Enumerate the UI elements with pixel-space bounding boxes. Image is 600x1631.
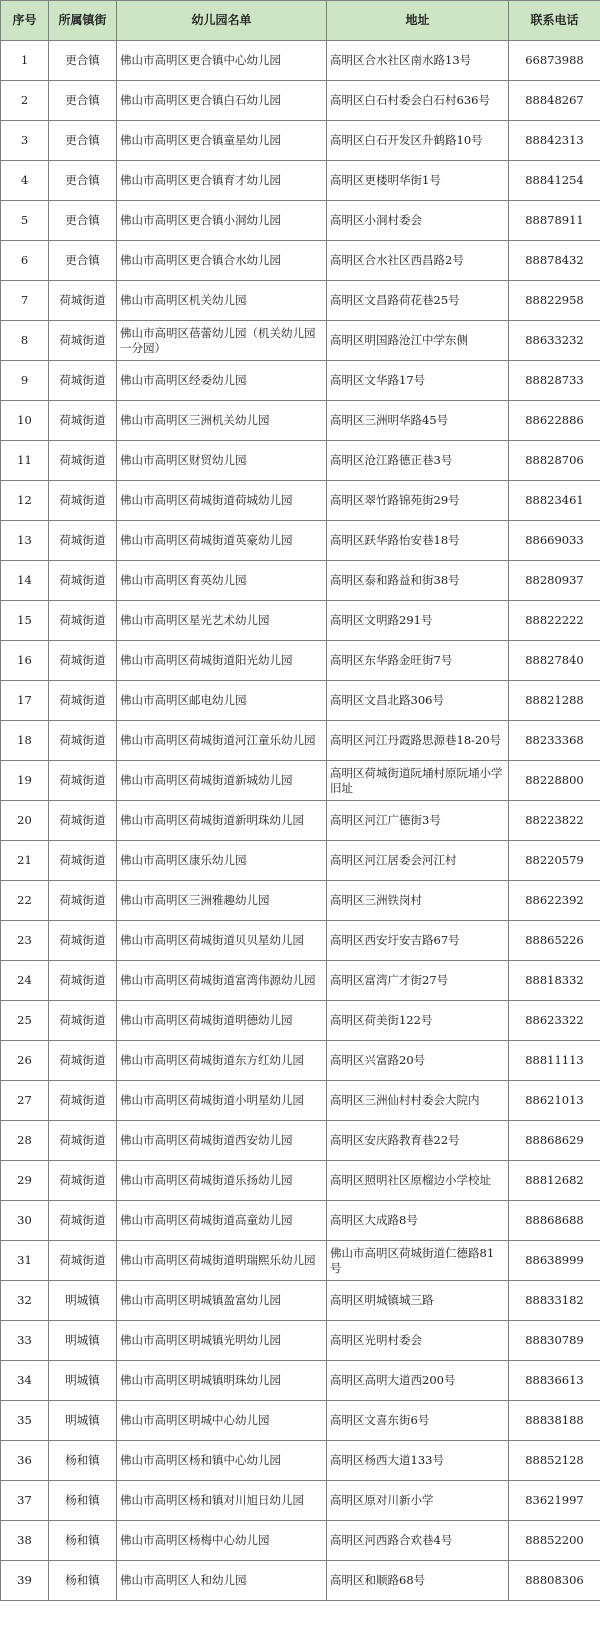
- address-cell: 佛山市高明区荷城街道仁德路81号: [327, 1241, 509, 1281]
- address-cell: 高明区泰和路益和街38号: [327, 561, 509, 601]
- kindergarten-name-cell: 佛山市高明区荷城街道明德幼儿园: [117, 1001, 327, 1041]
- address-cell: 高明区小洞村委会: [327, 201, 509, 241]
- town-cell: 荷城街道: [49, 1161, 117, 1201]
- row-index: 33: [1, 1321, 49, 1361]
- phone-cell: 88621013: [509, 1081, 600, 1121]
- phone-cell: 88836613: [509, 1361, 600, 1401]
- address-cell: 高明区明国路沧江中学东侧: [327, 321, 509, 361]
- town-cell: 更合镇: [49, 201, 117, 241]
- phone-cell: 88842313: [509, 121, 600, 161]
- town-cell: 荷城街道: [49, 881, 117, 921]
- town-cell: 更合镇: [49, 161, 117, 201]
- town-cell: 荷城街道: [49, 761, 117, 801]
- address-cell: 高明区文明路291号: [327, 601, 509, 641]
- address-cell: 高明区河江丹霞路思源巷18-20号: [327, 721, 509, 761]
- phone-cell: 88821288: [509, 681, 600, 721]
- row-index: 9: [1, 361, 49, 401]
- row-index: 21: [1, 841, 49, 881]
- address-cell: 高明区大成路8号: [327, 1201, 509, 1241]
- kindergarten-name-cell: 佛山市高明区明城镇明珠幼儿园: [117, 1361, 327, 1401]
- table-row: [1, 561, 600, 601]
- row-index: 14: [1, 561, 49, 601]
- address-cell: 高明区沧江路德正巷3号: [327, 441, 509, 481]
- kindergarten-name-cell: 佛山市高明区三洲机关幼儿园: [117, 401, 327, 441]
- address-cell: 高明区光明村委会: [327, 1321, 509, 1361]
- header-kindergarten-name: 幼儿园名单: [117, 1, 327, 41]
- town-cell: 杨和镇: [49, 1441, 117, 1481]
- address-cell: 高明区明城镇城三路: [327, 1281, 509, 1321]
- phone-cell: 88808306: [509, 1561, 600, 1601]
- phone-cell: 88868688: [509, 1201, 600, 1241]
- table-row: [1, 881, 600, 921]
- kindergarten-name-cell: 佛山市高明区荷城街道阳光幼儿园: [117, 641, 327, 681]
- kindergarten-name-cell: 佛山市高明区三洲雅趣幼儿园: [117, 881, 327, 921]
- row-index: 32: [1, 1281, 49, 1321]
- town-cell: 更合镇: [49, 241, 117, 281]
- row-index: 2: [1, 81, 49, 121]
- kindergarten-name-cell: 佛山市高明区康乐幼儿园: [117, 841, 327, 881]
- phone-cell: 66873988: [509, 41, 600, 81]
- table-row: [1, 1281, 600, 1321]
- table-row: [1, 921, 600, 961]
- row-index: 25: [1, 1001, 49, 1041]
- town-cell: 荷城街道: [49, 801, 117, 841]
- row-index: 19: [1, 761, 49, 801]
- town-cell: 更合镇: [49, 81, 117, 121]
- town-cell: 杨和镇: [49, 1521, 117, 1561]
- row-index: 4: [1, 161, 49, 201]
- address-cell: 高明区白石村委会白石村636号: [327, 81, 509, 121]
- town-cell: 荷城街道: [49, 1121, 117, 1161]
- phone-cell: 88623322: [509, 1001, 600, 1041]
- address-cell: 高明区东华路金旺街7号: [327, 641, 509, 681]
- table-row: [1, 1521, 600, 1561]
- kindergarten-name-cell: 佛山市高明区更合镇中心幼儿园: [117, 41, 327, 81]
- row-index: 1: [1, 41, 49, 81]
- phone-cell: 88633232: [509, 321, 600, 361]
- kindergarten-name-cell: 佛山市高明区育英幼儿园: [117, 561, 327, 601]
- address-cell: 高明区跃华路怡安巷18号: [327, 521, 509, 561]
- kindergarten-name-cell: 佛山市高明区荷城街道荷城幼儿园: [117, 481, 327, 521]
- row-index: 15: [1, 601, 49, 641]
- row-index: 23: [1, 921, 49, 961]
- town-cell: 荷城街道: [49, 281, 117, 321]
- kindergarten-name-cell: 佛山市高明区更合镇合水幼儿园: [117, 241, 327, 281]
- town-cell: 荷城街道: [49, 521, 117, 561]
- phone-cell: 88848267: [509, 81, 600, 121]
- kindergarten-name-cell: 佛山市高明区荷城街道小明星幼儿园: [117, 1081, 327, 1121]
- table-row: [1, 841, 600, 881]
- town-cell: 荷城街道: [49, 921, 117, 961]
- address-cell: 高明区兴富路20号: [327, 1041, 509, 1081]
- row-index: 29: [1, 1161, 49, 1201]
- address-cell: 高明区和顺路68号: [327, 1561, 509, 1601]
- phone-cell: 88833182: [509, 1281, 600, 1321]
- phone-cell: 88823461: [509, 481, 600, 521]
- kindergarten-name-cell: 佛山市高明区荷城街道新城幼儿园: [117, 761, 327, 801]
- phone-cell: 88827840: [509, 641, 600, 681]
- table-row: [1, 1241, 600, 1281]
- kindergarten-name-cell: 佛山市高明区杨和镇中心幼儿园: [117, 1441, 327, 1481]
- table-row: [1, 721, 600, 761]
- phone-cell: 88830789: [509, 1321, 600, 1361]
- phone-cell: 88811113: [509, 1041, 600, 1081]
- table-row: [1, 1081, 600, 1121]
- row-index: 35: [1, 1401, 49, 1441]
- kindergarten-name-cell: 佛山市高明区荷城街道西安幼儿园: [117, 1121, 327, 1161]
- row-index: 31: [1, 1241, 49, 1281]
- kindergarten-name-cell: 佛山市高明区荷城街道明瑞熙乐幼儿园: [117, 1241, 327, 1281]
- row-index: 27: [1, 1081, 49, 1121]
- kindergarten-name-cell: 佛山市高明区荷城街道英豪幼儿园: [117, 521, 327, 561]
- address-cell: 高明区文华路17号: [327, 361, 509, 401]
- phone-cell: 88828733: [509, 361, 600, 401]
- table-row: [1, 801, 600, 841]
- row-index: 38: [1, 1521, 49, 1561]
- town-cell: 明城镇: [49, 1401, 117, 1441]
- phone-cell: 88828706: [509, 441, 600, 481]
- header-town: 所属镇街: [49, 1, 117, 41]
- address-cell: 高明区白石开发区升鹤路10号: [327, 121, 509, 161]
- address-cell: 高明区荷城街道阮埇村原阮埇小学旧址: [327, 761, 509, 801]
- town-cell: 荷城街道: [49, 441, 117, 481]
- table-row: [1, 1401, 600, 1441]
- town-cell: 荷城街道: [49, 681, 117, 721]
- town-cell: 明城镇: [49, 1281, 117, 1321]
- town-cell: 更合镇: [49, 121, 117, 161]
- row-index: 36: [1, 1441, 49, 1481]
- header-index: 序号: [1, 1, 49, 41]
- kindergarten-name-cell: 佛山市高明区明城镇盈富幼儿园: [117, 1281, 327, 1321]
- row-index: 17: [1, 681, 49, 721]
- table-body: [1, 41, 600, 1601]
- town-cell: 荷城街道: [49, 1041, 117, 1081]
- phone-cell: 88838188: [509, 1401, 600, 1441]
- address-cell: 高明区杨西大道133号: [327, 1441, 509, 1481]
- row-index: 34: [1, 1361, 49, 1401]
- address-cell: 高明区三洲铁岗村: [327, 881, 509, 921]
- row-index: 26: [1, 1041, 49, 1081]
- address-cell: 高明区翠竹路锦苑街29号: [327, 481, 509, 521]
- address-cell: 高明区三洲仙村村委会大院内: [327, 1081, 509, 1121]
- address-cell: 高明区富湾广才街27号: [327, 961, 509, 1001]
- kindergarten-name-cell: 佛山市高明区杨梅中心幼儿园: [117, 1521, 327, 1561]
- kindergarten-name-cell: 佛山市高明区荷城街道贝贝星幼儿园: [117, 921, 327, 961]
- table-row: [1, 1041, 600, 1081]
- phone-cell: 88638999: [509, 1241, 600, 1281]
- kindergarten-name-cell: 佛山市高明区星光艺术幼儿园: [117, 601, 327, 641]
- phone-cell: 88822222: [509, 601, 600, 641]
- kindergarten-name-cell: 佛山市高明区更合镇白石幼儿园: [117, 81, 327, 121]
- phone-cell: 83621997: [509, 1481, 600, 1521]
- address-cell: 高明区河江广德街3号: [327, 801, 509, 841]
- address-cell: 高明区更楼明华街1号: [327, 161, 509, 201]
- town-cell: 杨和镇: [49, 1561, 117, 1601]
- kindergarten-name-cell: 佛山市高明区蓓蕾幼儿园（机关幼儿园一分园）: [117, 321, 327, 361]
- town-cell: 明城镇: [49, 1321, 117, 1361]
- kindergarten-name-cell: 佛山市高明区更合镇育才幼儿园: [117, 161, 327, 201]
- table-row: [1, 1161, 600, 1201]
- row-index: 5: [1, 201, 49, 241]
- table-row: [1, 241, 600, 281]
- table-row: [1, 1201, 600, 1241]
- row-index: 20: [1, 801, 49, 841]
- row-index: 7: [1, 281, 49, 321]
- town-cell: 荷城街道: [49, 961, 117, 1001]
- table-row: [1, 41, 600, 81]
- phone-cell: 88868629: [509, 1121, 600, 1161]
- table-row: [1, 1561, 600, 1601]
- address-cell: 高明区原对川新小学: [327, 1481, 509, 1521]
- kindergarten-name-cell: 佛山市高明区人和幼儿园: [117, 1561, 327, 1601]
- town-cell: 荷城街道: [49, 721, 117, 761]
- phone-cell: 88622886: [509, 401, 600, 441]
- table-row: [1, 161, 600, 201]
- row-index: 8: [1, 321, 49, 361]
- phone-cell: 88822958: [509, 281, 600, 321]
- town-cell: 更合镇: [49, 41, 117, 81]
- phone-cell: 88865226: [509, 921, 600, 961]
- town-cell: 荷城街道: [49, 841, 117, 881]
- header-address: 地址: [327, 1, 509, 41]
- table-row: [1, 521, 600, 561]
- phone-cell: 88878432: [509, 241, 600, 281]
- header-row: [1, 1, 600, 41]
- kindergarten-name-cell: 佛山市高明区荷城街道东方红幼儿园: [117, 1041, 327, 1081]
- phone-cell: 88818332: [509, 961, 600, 1001]
- table-row: [1, 1001, 600, 1041]
- address-cell: 高明区合水社区南水路13号: [327, 41, 509, 81]
- phone-cell: 88852128: [509, 1441, 600, 1481]
- address-cell: 高明区高明大道西200号: [327, 1361, 509, 1401]
- row-index: 22: [1, 881, 49, 921]
- row-index: 39: [1, 1561, 49, 1601]
- kindergarten-name-cell: 佛山市高明区荷城街道河江童乐幼儿园: [117, 721, 327, 761]
- address-cell: 高明区河西路合欢巷4号: [327, 1521, 509, 1561]
- row-index: 30: [1, 1201, 49, 1241]
- row-index: 13: [1, 521, 49, 561]
- table-row: [1, 201, 600, 241]
- phone-cell: 88280937: [509, 561, 600, 601]
- kindergarten-name-cell: 佛山市高明区杨和镇对川旭日幼儿园: [117, 1481, 327, 1521]
- kindergarten-name-cell: 佛山市高明区荷城街道富湾伟源幼儿园: [117, 961, 327, 1001]
- row-index: 3: [1, 121, 49, 161]
- table-row: [1, 1321, 600, 1361]
- town-cell: 明城镇: [49, 1361, 117, 1401]
- row-index: 18: [1, 721, 49, 761]
- kindergarten-name-cell: 佛山市高明区更合镇小洞幼儿园: [117, 201, 327, 241]
- phone-cell: 88852200: [509, 1521, 600, 1561]
- address-cell: 高明区文昌北路306号: [327, 681, 509, 721]
- town-cell: 荷城街道: [49, 361, 117, 401]
- address-cell: 高明区西安圩安吉路67号: [327, 921, 509, 961]
- address-cell: 高明区荷美街122号: [327, 1001, 509, 1041]
- table-row: [1, 1121, 600, 1161]
- address-cell: 高明区安庆路教育巷22号: [327, 1121, 509, 1161]
- row-index: 11: [1, 441, 49, 481]
- town-cell: 荷城街道: [49, 321, 117, 361]
- kindergarten-name-cell: 佛山市高明区经委幼儿园: [117, 361, 327, 401]
- town-cell: 荷城街道: [49, 561, 117, 601]
- row-index: 16: [1, 641, 49, 681]
- phone-cell: 88228800: [509, 761, 600, 801]
- table-row: [1, 121, 600, 161]
- table-row: [1, 1361, 600, 1401]
- town-cell: 荷城街道: [49, 641, 117, 681]
- table-row: [1, 481, 600, 521]
- row-index: 10: [1, 401, 49, 441]
- row-index: 24: [1, 961, 49, 1001]
- phone-cell: 88223822: [509, 801, 600, 841]
- town-cell: 荷城街道: [49, 401, 117, 441]
- table-row: [1, 321, 600, 361]
- address-cell: 高明区三洲明华路45号: [327, 401, 509, 441]
- row-index: 12: [1, 481, 49, 521]
- table-row: [1, 761, 600, 801]
- kindergarten-name-cell: 佛山市高明区机关幼儿园: [117, 281, 327, 321]
- table-row: [1, 281, 600, 321]
- kindergarten-name-cell: 佛山市高明区明城中心幼儿园: [117, 1401, 327, 1441]
- address-cell: 高明区河江居委会河江村: [327, 841, 509, 881]
- phone-cell: 88220579: [509, 841, 600, 881]
- table-row: [1, 1481, 600, 1521]
- phone-cell: 88669033: [509, 521, 600, 561]
- row-index: 37: [1, 1481, 49, 1521]
- address-cell: 高明区照明社区原榴边小学校址: [327, 1161, 509, 1201]
- table-row: [1, 441, 600, 481]
- row-index: 6: [1, 241, 49, 281]
- town-cell: 荷城街道: [49, 481, 117, 521]
- town-cell: 杨和镇: [49, 1481, 117, 1521]
- address-cell: 高明区合水社区西昌路2号: [327, 241, 509, 281]
- kindergarten-name-cell: 佛山市高明区明城镇光明幼儿园: [117, 1321, 327, 1361]
- town-cell: 荷城街道: [49, 601, 117, 641]
- header-phone: 联系电话: [509, 1, 600, 41]
- table-row: [1, 1441, 600, 1481]
- address-cell: 高明区文喜东街6号: [327, 1401, 509, 1441]
- address-cell: 高明区文昌路荷花巷25号: [327, 281, 509, 321]
- table-row: [1, 641, 600, 681]
- table-row: [1, 81, 600, 121]
- kindergarten-name-cell: 佛山市高明区更合镇童星幼儿园: [117, 121, 327, 161]
- kindergarten-name-cell: 佛山市高明区财贸幼儿园: [117, 441, 327, 481]
- kindergarten-name-cell: 佛山市高明区荷城街道高童幼儿园: [117, 1201, 327, 1241]
- table-row: [1, 961, 600, 1001]
- kindergarten-name-cell: 佛山市高明区荷城街道乐扬幼儿园: [117, 1161, 327, 1201]
- table-row: [1, 601, 600, 641]
- kindergarten-name-cell: 佛山市高明区荷城街道新明珠幼儿园: [117, 801, 327, 841]
- phone-cell: 88878911: [509, 201, 600, 241]
- town-cell: 荷城街道: [49, 1201, 117, 1241]
- kindergarten-name-cell: 佛山市高明区邮电幼儿园: [117, 681, 327, 721]
- phone-cell: 88841254: [509, 161, 600, 201]
- phone-cell: 88812682: [509, 1161, 600, 1201]
- phone-cell: 88233368: [509, 721, 600, 761]
- table-row: [1, 361, 600, 401]
- town-cell: 荷城街道: [49, 1241, 117, 1281]
- table-row: [1, 401, 600, 441]
- phone-cell: 88622392: [509, 881, 600, 921]
- table-row: [1, 681, 600, 721]
- row-index: 28: [1, 1121, 49, 1161]
- town-cell: 荷城街道: [49, 1081, 117, 1121]
- town-cell: 荷城街道: [49, 1001, 117, 1041]
